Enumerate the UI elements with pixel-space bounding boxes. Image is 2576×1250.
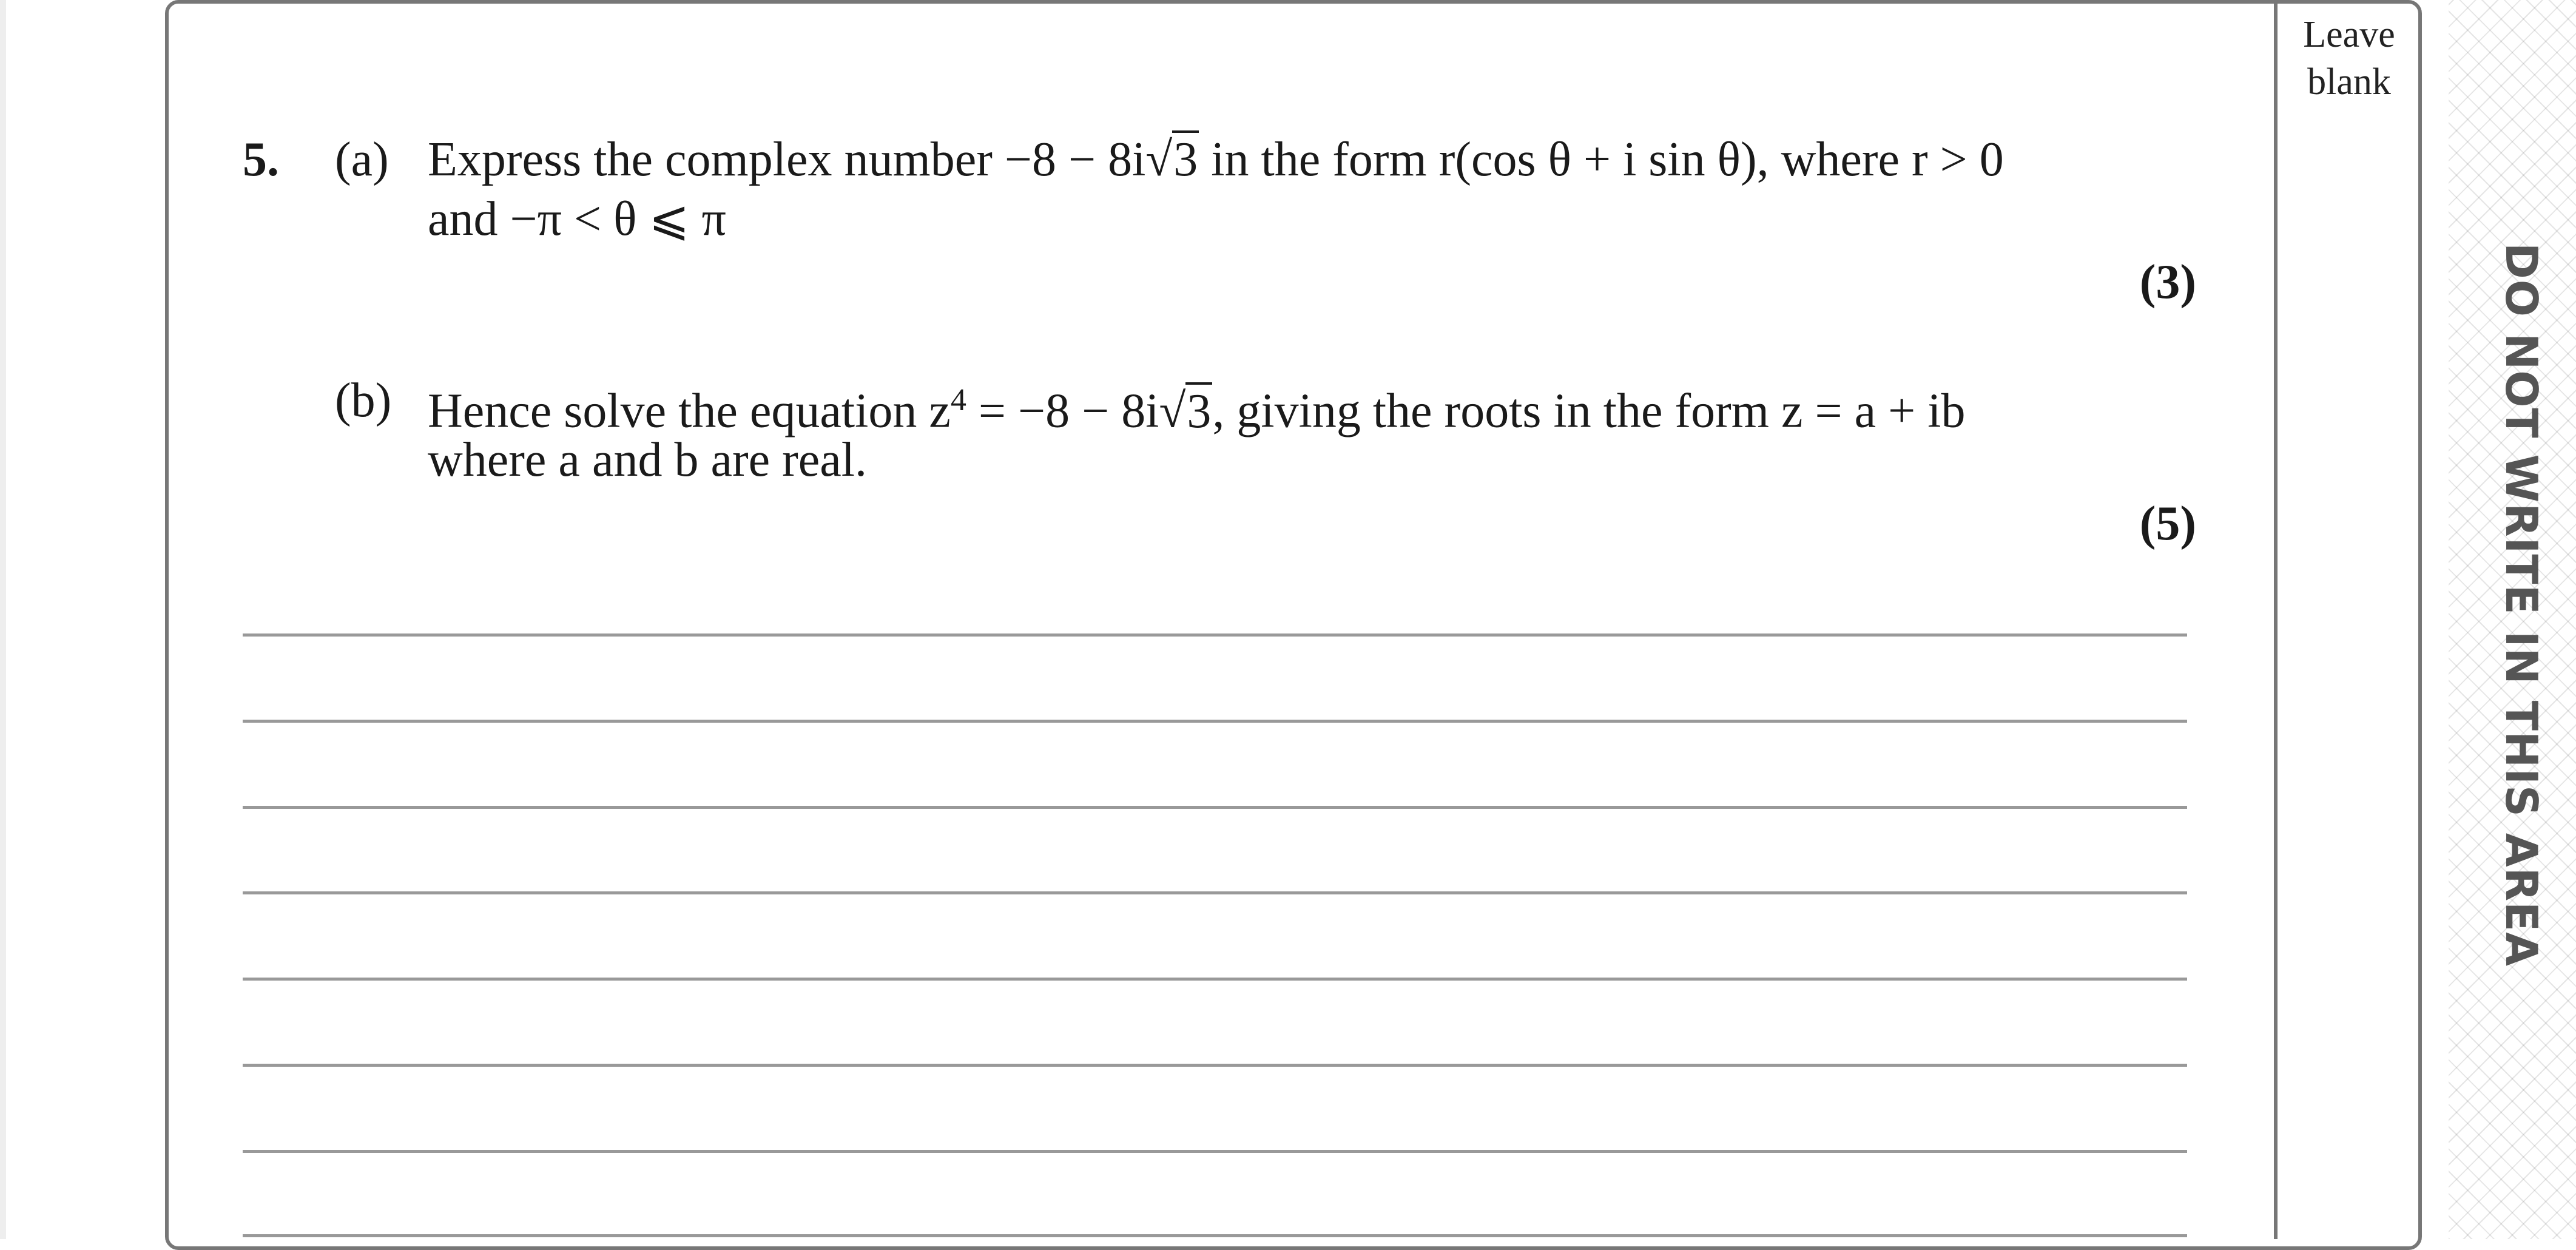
sqrt-symbol: √ [1145,133,1173,186]
answer-line[interactable] [243,891,2187,894]
part-b-marks: (5) [2139,497,2196,550]
part-a-text-before: Express the complex number −8 − 8i [428,133,1146,186]
answer-line[interactable] [243,1150,2187,1153]
part-a-label: (a) [335,133,389,186]
exponent: 4 [950,383,966,417]
answer-line[interactable] [243,1064,2187,1067]
page-left-edge [0,0,6,1239]
answer-line[interactable] [243,633,2187,637]
question-number: 5. [243,133,279,186]
answer-line[interactable] [243,806,2187,809]
leave-blank-label: Leave blank [2303,14,2395,103]
answer-line[interactable] [243,720,2187,723]
sqrt-radicand: 3 [1172,130,1199,186]
part-b-line-2: where a and b are real. [428,433,867,487]
answer-line[interactable] [243,1234,2187,1237]
do-not-write-warning: DO NOT WRITE IN THIS AREA [2496,243,2547,967]
part-b-line-1 [428,373,1966,439]
sqrt-radicand: 3 [1185,382,1212,438]
part-b-label: (b) [335,374,392,427]
part-b-text-mid: = −8 − 8i [966,384,1159,438]
sqrt-symbol: √ [1159,384,1186,438]
part-b-text-after: , giving the roots in the form z = a + ib [1212,384,1966,438]
part-a-marks: (3) [2139,255,2196,309]
answer-line[interactable] [243,978,2187,981]
exam-page-frame [165,0,2422,1250]
leave-blank-column-divider [2274,0,2278,1239]
part-a-text-after: in the form r(cos θ + i sin θ), where r > 0 [1199,133,2004,186]
part-a-line-1 [428,132,2004,187]
part-a-line-2: and −π < θ ⩽ π [428,192,726,246]
part-b-text-before: Hence solve the equation z [428,384,951,438]
